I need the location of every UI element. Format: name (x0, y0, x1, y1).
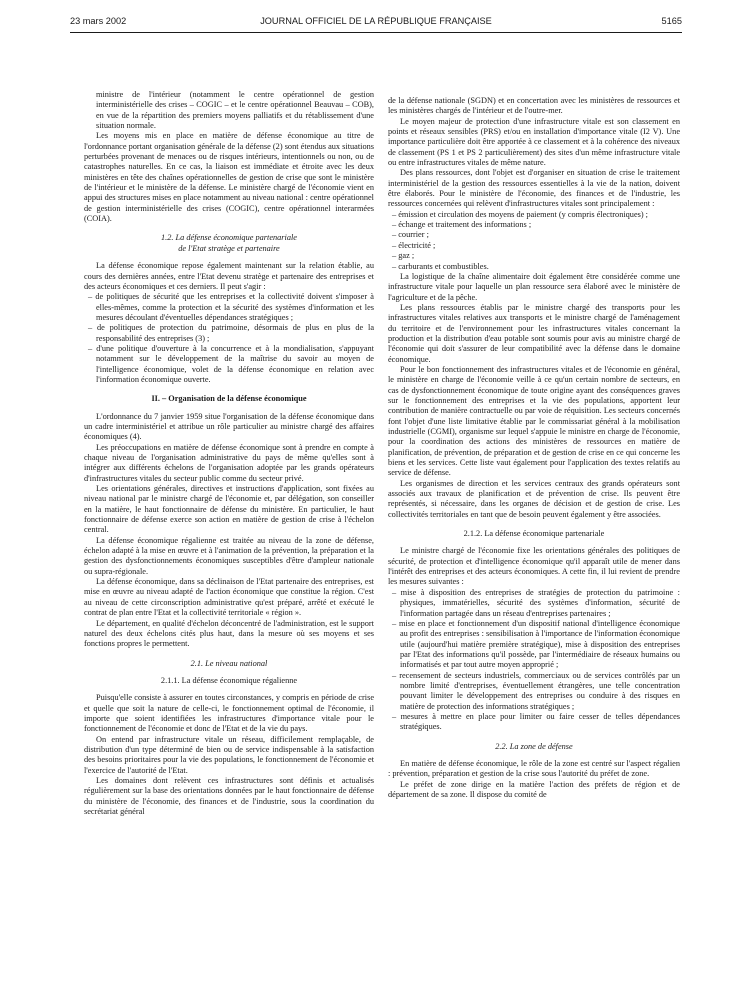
left-column (84, 90, 374, 980)
list-item: – émission et circulation des moyens de paiement (y compris électroniques) ; (388, 210, 680, 220)
paragraph: La défense économique repose également maintenant sur la relation établie, au cours des dernières années, entre l'Etat devenu stratège et partenaire des entreprises et des acteurs économiques et ces derniers. Il peut s'agir : (84, 261, 374, 291)
section-heading: II. – Organisation de la défense économique (151, 394, 307, 404)
paragraph: Puisqu'elle consiste à assurer en toutes circonstances, y compris en période de crise et quelle que soit la nature de celle-ci, le fonctionnement optimal de l'économie, il importe que soient identifiées les infrastructures d'importance vitale pour le fonctionnement de l'économie et donc de l'Etat et de la vie du pays. (84, 693, 374, 734)
section-heading (84, 233, 374, 254)
paragraph: La défense économique, dans sa déclinaison de l'Etat partenaire des entreprises, est mise en œuvre au niveau adapté de l'action économique que constitue la région. C'est au niveau de cette circonscription administrative qu'est préparé, arrêté et exécuté le contrat de plan entre l'Etat et la collectivité territoriale « région ». (84, 577, 374, 618)
paragraph: On entend par infrastructure vitale un réseau, difficilement remplaçable, de distribution d'un type déterminé de bien ou de service indispensable à la satisfaction des besoins prioritaires pour la vie des populations, le fonctionnement de l'économie et l'exercice de l'autorité de l'Etat. (84, 734, 374, 775)
paragraph: Le ministre chargé de l'économie fixe les orientations générales des politiques de sécurité, de protection et d'intelligence économique qu'il apparaît utile de mener dans l'intérêt des entreprises et des acteurs économiques. A cette fin, il lui revient de prendre les mesures suivantes : (388, 546, 680, 587)
list-item: – gaz ; (388, 251, 680, 261)
paragraph: Les domaines dont relèvent ces infrastructures sont définis et actualisés régulièrement sur la base des orientations données par le haut fonctionnaire de défense du ministère de l'économie, des finances et de l'industrie, sous la coordination du secrétariat général (84, 775, 374, 816)
list-item: – mise en place et fonctionnement d'un dispositif national d'intelligence économique au profit des entreprises : sensibilisation à l'importance de l'information économique utile (aujourd'hui matière première stratégique), mise à disposition des entreprises par l'Etat des informations qu'il possède, par l'intermédiaire de réseaux humains ou informatisés et par tout autre moyen approprié ; (388, 619, 680, 671)
page-number: 5165 (661, 16, 682, 26)
list-item: – carburants et combustibles. (388, 262, 680, 272)
paragraph: Des plans ressources, dont l'objet est d'organiser en situation de crise le traitement interministériel de la gestion des ressources essentielles à la vie de la nation, doivent être élaborés. Pour le ministère de l'économie, des finances et de l'industrie, les ressources concernées qui relèvent d'infrastructures vitales sont principalement : (388, 168, 680, 209)
list-item: – électricité ; (388, 241, 680, 251)
paragraph: Les plans ressources établis par le ministre chargé des transports pour les infrastructures vitales relatives aux transports et le ministre chargé de l'aménagement du territoire et de l'environnement pour les infrastructures vitales concernant la production et la distribution d'eau potable sont soumis pour avis au ministre chargé de l'économie qui doit s'assurer de leur compatibilité avec la défense dans le domaine économique. (388, 302, 680, 364)
list-item: – échange et traitement des informations ; (388, 220, 680, 230)
header-rule (70, 32, 682, 33)
paragraph: de la défense nationale (SGDN) et en concertation avec les ministères de ressources et les ministères chargés de l'intérieur et de l'outre-mer. (388, 96, 680, 116)
list-item: – mesures à mettre en place pour limiter ou faire cesser de telles dépendances stratégiques. (388, 712, 680, 733)
issue-date: 23 mars 2002 (70, 16, 127, 26)
paragraph: Les préoccupations en matière de défense économique sont à prendre en compte à chaque niveau de l'organisation administrative du pays de même qu'elles sont à intégrer aux différents échelons de l'organisation adoptée par les grands opérateurs d'infrastructures vitales du secteur public comme du secteur privé. (84, 442, 374, 483)
bullet-list (388, 588, 680, 733)
section-heading: 2.2. La zone de défense (495, 741, 573, 751)
bullet-list (84, 292, 374, 385)
list-item: – d'une politique d'ouverture à la concurrence et à la mondialisation, s'appuyant notamment sur le développement de la maîtrise du savoir au moyen de l'intelligence économique, volet de la défense économique en relation avec l'information économique ouverte. (84, 344, 374, 385)
paragraph: Le département, en qualité d'échelon déconcentré de l'administration, est le support naturel des deux échelons cités plus haut, dans la mesure où ses moyens et ses fonctions propres le permettent. (84, 618, 374, 649)
heading-line: de l'Etat stratège et partenaire (178, 243, 280, 253)
journal-title: JOURNAL OFFICIEL DE LA RÉPUBLIQUE FRANÇAISE (260, 16, 492, 26)
paragraph: Pour le bon fonctionnement des infrastructures vitales et de l'économie en général, le ministère en charge de l'économie veille à ce qu'un certain nombre de secteurs, en cas de dysfonctionnement économique de toute origine ayant des conséquences graves sur le fonctionnement des entreprises et la vie des populations, apportent leur contribution de manière contractuelle ou par voie de réquisition. Les secteurs concernés font l'objet d'une liste limitative établie par le commissariat général à la mobilisation industrielle (CGMI), organisme sur lequel s'appuie le ministre en charge de l'économie, pour la coordination des actions des ministères de ressources en matière de planification, de prévention, de préparation et de gestion de crise en ce qui concerne les biens et les services. Cette liste vaut également pour l'application des textes relatifs au service de défense. (388, 364, 680, 478)
right-column (388, 96, 680, 986)
paragraph: Les orientations générales, directives et instructions d'application, sont fixées au niveau national par le ministre chargé de l'économie et, par délégation, son conseiller en la matière, le haut fonctionnaire de défense du ministère. En particulier, le haut fonctionnaire de défense exerce son action en matière de gestion de crise à l'échelon central. (84, 484, 374, 535)
bullet-list (388, 210, 680, 272)
subsection-heading: 2.1.2. La défense économique partenariale (463, 529, 605, 539)
paragraph: Le préfet de zone dirige en la matière l'action des préfets de région et de département de sa zone. Il dispose du comité de (388, 779, 680, 799)
paragraph: La défense économique régalienne est traitée au niveau de la zone de défense, échelon adapté à la mise en œuvre et à l'animation de la prévention, la préparation et la gestion des dysfonctionnements économiques susceptibles d'être d'ampleur nationale ou supra-régionale. (84, 535, 374, 576)
paragraph: Les moyens mis en place en matière de défense économique au titre de l'ordonnance portant organisation générale de la défense (2) sont étendus aux situations perturbées provenant de menaces ou de risques intérieurs, intentionnels ou non, ou de catastrophes naturelles. En ce cas, la liaison est immédiate et étroite avec les deux ministères en tête des chaînes opérationnelles de gestion de crise que sont le ministère de l'intérieur et le ministère de la défense. Le ministère chargé de l'économie vient en appui des structures mises en place notamment au niveau national : centre opérationnel de gestion interministérielle des crises (COGIC), centre opérationnel interarmées (COIA). (84, 131, 374, 224)
paragraph: En matière de défense économique, le rôle de la zone est centré sur l'aspect régalien : prévention, préparation et gestion de la crise sous l'autorité du préfet de zone. (388, 758, 680, 779)
paragraph: La logistique de la chaîne alimentaire doit également être considérée comme une infrastructure vitale pour laquelle un plan ressource sera élaboré avec le ministère de l'agriculture et de la pêche. (388, 271, 680, 302)
section-heading: 2.1. Le niveau national (190, 658, 268, 668)
subsection-heading: 2.1.1. La défense économique régalienne (160, 675, 298, 685)
heading-line: 1.2. La défense économique partenariale (161, 233, 297, 243)
paragraph: Le moyen majeur de protection d'une infrastructure vitale est son classement en points et réseaux sensibles (PRS) et/ou en installation d'importance vitale (I2 V). Une importance particulière doit être apportée à ce classement et à la cohérence des niveaux de classement (PS 1 et PS 2 particulièrement) des sites d'un même infrastructure vitale ou entre infrastructures vitales de même nature. (388, 116, 680, 168)
page-header (70, 14, 682, 30)
paragraph: L'ordonnance du 7 janvier 1959 situe l'organisation de la défense économique dans un cadre interministériel et attribue un rôle particulier au ministre chargé des affaires économiques (4). (84, 411, 374, 442)
paragraph: Les organismes de direction et les services centraux des grands opérateurs sont associés aux travaux de planification et de prévention de crise. Ils peuvent être représentés, si nécessaire, dans les organes de décision et de gestion de crise. Les collectivités territoriales en tant que de besoin peuvent également y être associées. (388, 478, 680, 519)
list-item: – recensement de secteurs industriels, commerciaux ou de services contrôlés par un nombre limité d'entreprises, éventuellement étrangères, une telle concentration pouvant limiter le développement des entreprises ou conduire à des risques en matière de protection des informations stratégiques ; (388, 671, 680, 712)
list-item: – courrier ; (388, 230, 680, 240)
list-item: – de politiques de protection du patrimoine, désormais de plus en plus de la responsabilité des entreprises (3) ; (84, 323, 374, 344)
paragraph: ministre de l'intérieur (notamment le centre opérationnel de gestion interministérielle des crises – COGIC – et le centre opérationnel Beauvau – COB), en vue de la répartition des premiers moyens palliatifs et du rétablissement d'une situation normale. (96, 90, 374, 131)
list-item: – mise à disposition des entreprises de stratégies de protection du patrimoine : physiques, immatérielles, sécurité des systèmes d'information, sécurité de l'information partagée dans un réseau d'entreprises partenaires ; (388, 588, 680, 619)
list-item: – de politiques de sécurité que les entreprises et la collectivité doivent s'imposer à elles-mêmes, comme la protection et la sécurité des systèmes d'information et les mesures découlant d'éventuelles dépendances stratégiques ; (84, 292, 374, 323)
